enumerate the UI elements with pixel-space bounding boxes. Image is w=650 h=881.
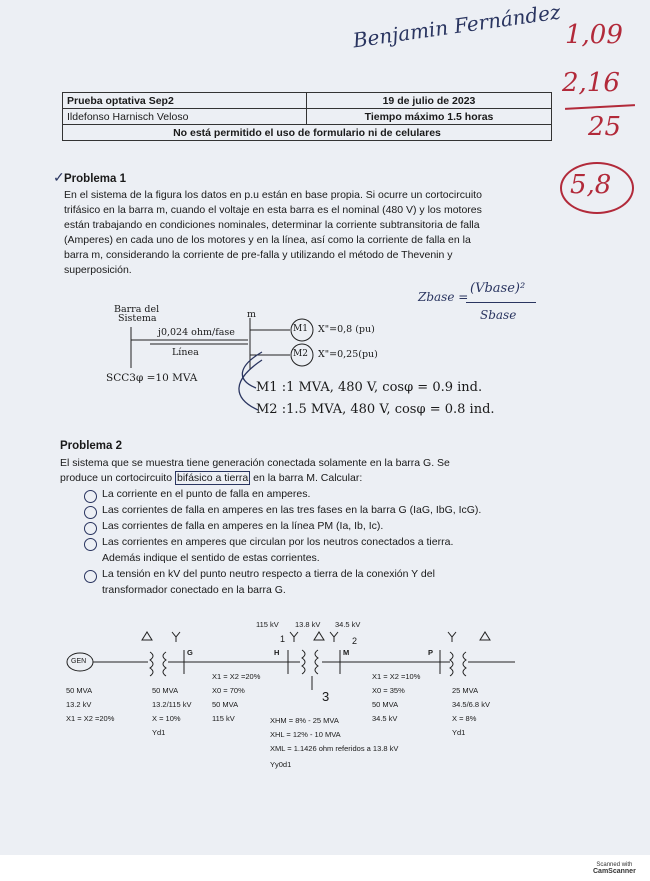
line-impedance: j0,024 ohm/fase: [158, 327, 235, 338]
header-rules: No está permitido el uso de formulario ni de celulares: [63, 125, 552, 141]
y-symbol-1: [172, 632, 180, 642]
line-gh-data-4: 115 kV: [212, 714, 235, 723]
m1-spec: M1 :1 MVA, 480 V, cosφ = 0.9 ind.: [256, 380, 483, 395]
t2-coil-right: [463, 652, 466, 676]
m2-spec: M2 :1.5 MVA, 480 V, cosφ = 0.8 ind.: [256, 402, 495, 417]
zbase-formula-den: Sbase: [480, 308, 517, 322]
t3w-coil-2: [315, 650, 318, 674]
p1-check-mark: ✓: [53, 170, 65, 186]
header-time: Tiempo máximo 1.5 horas: [307, 109, 552, 125]
problem2-intro-2a: produce un cortocircuito: [60, 472, 175, 484]
problem1-line-1: En el sistema de la figura los datos en p.u están en base propia. Si ocurre un cortocircuito: [64, 189, 482, 201]
m2-label: M2: [293, 349, 308, 359]
problem1-line-5: barra m, considerando la corriente de pre-falla y utilizando el método de Thevenin y: [64, 249, 453, 261]
t3w-data-4: Yy0d1: [270, 760, 292, 769]
y-symbol-3: [330, 632, 338, 642]
header-date: 19 de julio de 2023: [307, 93, 552, 109]
line-mp-data-3: 50 MVA: [372, 700, 399, 709]
barra-label-2: Sistema: [118, 313, 157, 324]
t1-coil-left: [150, 652, 153, 676]
problem2-intro-1: El sistema que se muestra tiene generación conectada solamente en la barra G. Se: [60, 457, 450, 469]
winding-1-label: 1: [280, 634, 286, 644]
line-label: Línea: [172, 347, 199, 358]
scc-label: SCC3φ =10 MVA: [106, 372, 198, 384]
delta-symbol-3: [480, 632, 490, 640]
y-symbol-2: [290, 632, 298, 642]
t3w-coil-1: [302, 650, 305, 674]
bus-h-label: H: [274, 648, 280, 657]
bus-m-label: m: [247, 309, 257, 320]
bus-p-label: P: [428, 648, 434, 657]
problem1-line-4: (Amperes) en cada uno de los motores y en la línea, así como la corriente de falla en la: [64, 234, 471, 246]
line-gh-data-3: 50 MVA: [212, 700, 239, 709]
kv-115-label: 115 kV: [256, 620, 279, 629]
problem2-intro-2c: en la barra M. Calcular:: [250, 472, 363, 484]
problem1-line-3: están trabajando en condiciones nominales, determinar la corriente subtransitoria de falla: [64, 219, 480, 231]
kv-138-label: 13.8 kV: [295, 620, 321, 629]
kv-345-label: 34.5 kV: [335, 620, 361, 629]
t3w-data-2: XHL = 12% - 10 MVA: [270, 730, 341, 739]
watermark-line-1: Scanned with: [596, 862, 633, 868]
t2-data-2: 34.5/6.8 kV: [452, 700, 490, 709]
gen-data-3: X1 = X2 =20%: [66, 714, 115, 723]
problem1-line-6: superposición.: [64, 264, 132, 276]
header-course: Prueba optativa Sep2: [63, 93, 307, 109]
zbase-formula-num: (Vbase)²: [470, 281, 526, 296]
score-circle-value: 5,8: [570, 170, 612, 200]
gen-data-2: 13.2 kV: [66, 700, 92, 709]
t3w-data-3: XML = 1.1426 ohm referidos a 13.8 kV: [270, 744, 399, 753]
header-professor: Ildefonso Harnisch Veloso: [63, 109, 307, 125]
line-mp-data-4: 34.5 kV: [372, 714, 398, 723]
gen-label: GEN: [71, 658, 87, 665]
t2-coil-left: [450, 652, 453, 676]
line-mp-data-2: X0 = 35%: [372, 686, 405, 695]
t1-data-4: Yd1: [152, 728, 166, 737]
y-symbol-4: [448, 632, 456, 642]
t2-data-3: X = 8%: [452, 714, 477, 723]
delta-symbol-1: [142, 632, 152, 640]
gen-data-1: 50 MVA: [66, 686, 93, 695]
t2-data-4: Yd1: [452, 728, 466, 737]
bus-m-label-2: M: [343, 648, 350, 657]
problem2-fault-type: bifásico a tierra: [176, 472, 249, 484]
m1-label: M1: [293, 324, 308, 334]
score-mid: 2,16: [562, 68, 620, 98]
problem1-title: Problema 1: [64, 173, 126, 185]
t2-data-1: 25 MVA: [452, 686, 479, 695]
score-top: 1,09: [565, 20, 623, 50]
zbase-formula-lhs: Zbase =: [418, 290, 469, 304]
score-total: 25: [588, 112, 622, 142]
problem2-item-c: Las corrientes de falla en amperes en la línea PM (Ia, Ib, Ic).: [102, 520, 384, 532]
camscanner-watermark: [593, 862, 636, 875]
line-mp-data-1: X1 = X2 =10%: [372, 672, 421, 681]
t1-data-1: 50 MVA: [152, 686, 179, 695]
t1-data-3: X = 10%: [152, 714, 181, 723]
m1-reactance: X"=0,8 (pu): [318, 324, 375, 335]
line-gh-data-1: X1 = X2 =20%: [212, 672, 261, 681]
problem2-item-b: Las corrientes de falla en amperes en las tres fases en la barra G (IaG, IbG, IcG).: [102, 504, 482, 516]
problem2-item-e-cont: transformador conectado en la barra G.: [102, 584, 286, 596]
problem2-item-d: Las corrientes en amperes que circulan por los neutros conectados a tierra.: [102, 536, 454, 548]
problem2-item-e: La tensión en kV del punto neutro respecto a tierra de la conexión Y del: [102, 568, 435, 580]
problem2-title: Problema 2: [60, 440, 122, 452]
bus-g-label: G: [187, 648, 193, 657]
handwritten-name: Benjamin Fernández: [351, 0, 562, 53]
delta-symbol-2: [314, 632, 324, 640]
winding-2-label: 2: [352, 636, 358, 646]
t3w-data-1: XHM = 8% - 25 MVA: [270, 716, 339, 725]
winding-3-label: 3: [322, 689, 330, 704]
m2-reactance: X"=0,25(pu): [318, 349, 378, 360]
t1-coil-right: [163, 652, 166, 676]
problem1-line-2: trifásico en la barra m, cuando el voltaje en esta barra es el nominal (480 V) y los motores: [64, 204, 482, 216]
line-gh-data-2: X0 = 70%: [212, 686, 245, 695]
barra-label-1: Barra del: [114, 304, 160, 315]
t1-data-2: 13.2/115 kV: [152, 700, 192, 709]
problem2-item-a: La corriente en el punto de falla en amperes.: [102, 488, 311, 500]
problem2-item-d-cont: Además indique el sentido de estas corrientes.: [102, 552, 320, 564]
watermark-line-2: CamScanner: [593, 868, 636, 875]
